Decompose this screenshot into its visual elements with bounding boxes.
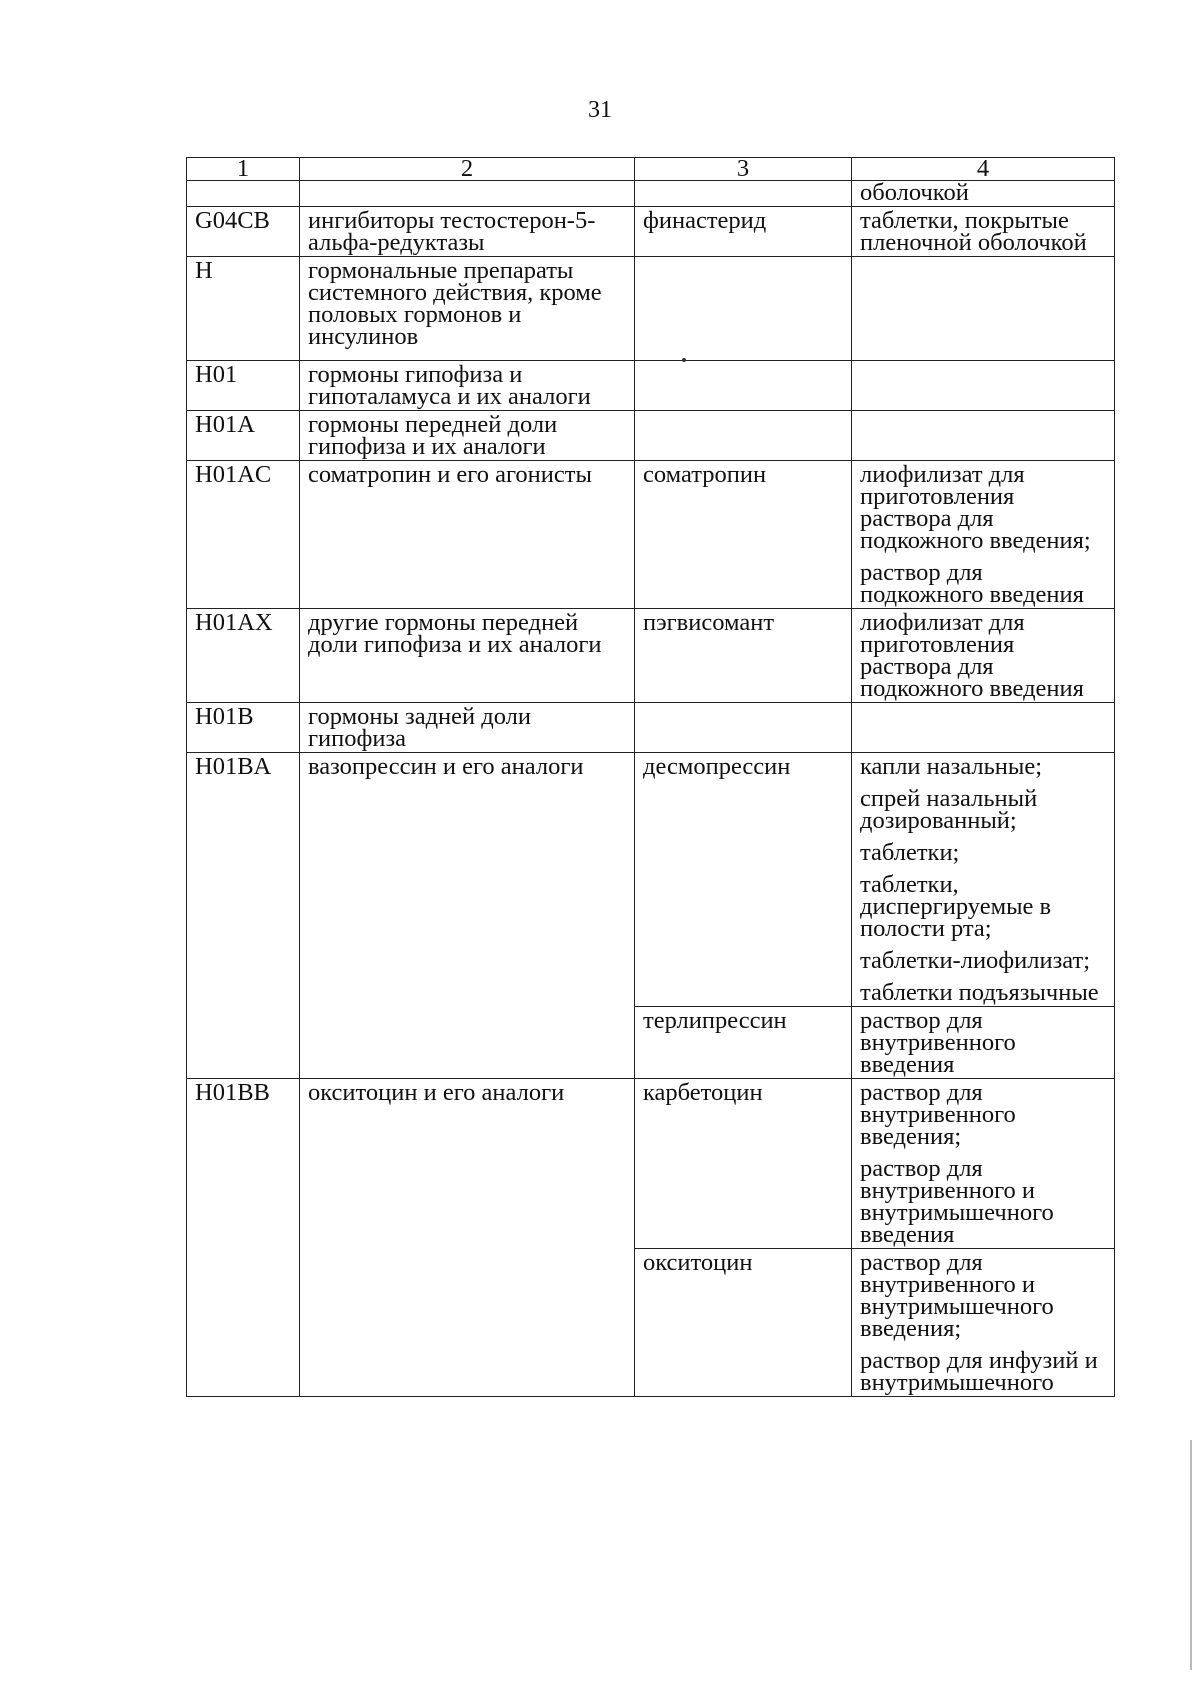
drug-cell: терлипрессин: [635, 1007, 852, 1079]
forms-cell: [852, 753, 1115, 1007]
drug-cell: карбетоцин: [635, 1079, 852, 1249]
forms-cell: [852, 257, 1115, 361]
dosage-form: капли назальные;: [860, 753, 1043, 780]
drug-cell: [635, 257, 852, 361]
forms-cell: [852, 461, 1115, 609]
forms-cell: [852, 1249, 1115, 1397]
group-cell: гормоны гипофиза и гипоталамуса и их аналоги: [300, 361, 635, 411]
dosage-form: раствор для внутривенного и внутримышечного введения;: [860, 1249, 1054, 1342]
dosage-form: лиофилизат для приготовления раствора для подкожного введения;: [860, 461, 1091, 554]
scan-speck: [682, 358, 686, 362]
dosage-form: таблетки-лиофилизат;: [860, 947, 1091, 974]
scan-margin-line: [1190, 1440, 1192, 1670]
dosage-form: лиофилизат для приготовления раствора для подкожного введения: [860, 609, 1084, 702]
code-cell: H01AC: [187, 461, 300, 609]
drug-cell: десмопрессин: [635, 753, 852, 1007]
group-cell: другие гормоны передней доли гипофиза и их аналоги: [300, 609, 635, 703]
table-row: [187, 207, 1115, 257]
dosage-form: раствор для инфузий и внутримышечного: [860, 1347, 1098, 1396]
group-cell: соматропин и его агонисты: [300, 461, 635, 609]
drug-cell: [635, 181, 852, 207]
code-cell: H01AX: [187, 609, 300, 703]
group-cell: окситоцин и его аналоги: [300, 1079, 635, 1397]
table-row: [187, 1079, 1115, 1249]
continuation-row: [187, 181, 1115, 207]
code-cell: [187, 181, 300, 207]
column-header: 2: [300, 158, 635, 181]
drug-cell: пэгвисомант: [635, 609, 852, 703]
column-header: 3: [635, 158, 852, 181]
header-row: [187, 158, 1115, 181]
group-cell: ингибиторы тестостерон-5-альфа-редуктазы: [300, 207, 635, 257]
group-cell: гормоны передней доли гипофиза и их аналоги: [300, 411, 635, 461]
drug-classification-table: [186, 157, 1115, 1397]
code-cell: H01BB: [187, 1079, 300, 1397]
code-cell: H01BA: [187, 753, 300, 1079]
forms-cell: [852, 207, 1115, 257]
forms-cell: оболочкой: [852, 181, 1115, 207]
forms-cell: [852, 361, 1115, 411]
group-cell: гормоны задней доли гипофиза: [300, 703, 635, 753]
forms-cell: [852, 1079, 1115, 1249]
forms-cell: [852, 1007, 1115, 1079]
column-header: 4: [852, 158, 1115, 181]
table-row: [187, 257, 1115, 361]
dosage-form: раствор для подкожного введения: [860, 559, 1084, 608]
forms-cell: [852, 411, 1115, 461]
forms-cell: [852, 609, 1115, 703]
table-row: [187, 411, 1115, 461]
table-row: [187, 703, 1115, 753]
drug-cell: финастерид: [635, 207, 852, 257]
drug-cell: соматропин: [635, 461, 852, 609]
code-cell: G04CB: [187, 207, 300, 257]
table-row: [187, 461, 1115, 609]
column-header: 1: [187, 158, 300, 181]
dosage-form: таблетки, диспергируемые в полости рта;: [860, 871, 1052, 942]
drug-cell: [635, 703, 852, 753]
dosage-form: раствор для внутривенного введения;: [860, 1079, 1016, 1150]
code-cell: H: [187, 257, 300, 361]
drug-cell: [635, 411, 852, 461]
dosage-form: таблетки, покрытые пленочной оболочкой: [860, 207, 1087, 256]
dosage-form: таблетки;: [860, 839, 960, 866]
code-cell: H01B: [187, 703, 300, 753]
table-row: [187, 609, 1115, 703]
drug-cell: окситоцин: [635, 1249, 852, 1397]
group-cell: вазопрессин и его аналоги: [300, 753, 635, 1079]
group-cell: [300, 181, 635, 207]
table-row: [187, 753, 1115, 1007]
group-cell: гормональные препараты системного действия, кроме половых гормонов и инсулинов: [300, 257, 635, 361]
code-cell: H01A: [187, 411, 300, 461]
dosage-form: таблетки подъязычные: [860, 979, 1099, 1006]
drug-cell: [635, 361, 852, 411]
dosage-form: спрей назальный дозированный;: [860, 785, 1038, 834]
dosage-form: раствор для внутривенного и внутримышечного введения: [860, 1155, 1054, 1248]
forms-cell: [852, 703, 1115, 753]
page-number: 31: [588, 97, 612, 123]
dosage-form: раствор для внутривенного введения: [860, 1007, 1016, 1078]
code-cell: H01: [187, 361, 300, 411]
table-row: [187, 361, 1115, 411]
